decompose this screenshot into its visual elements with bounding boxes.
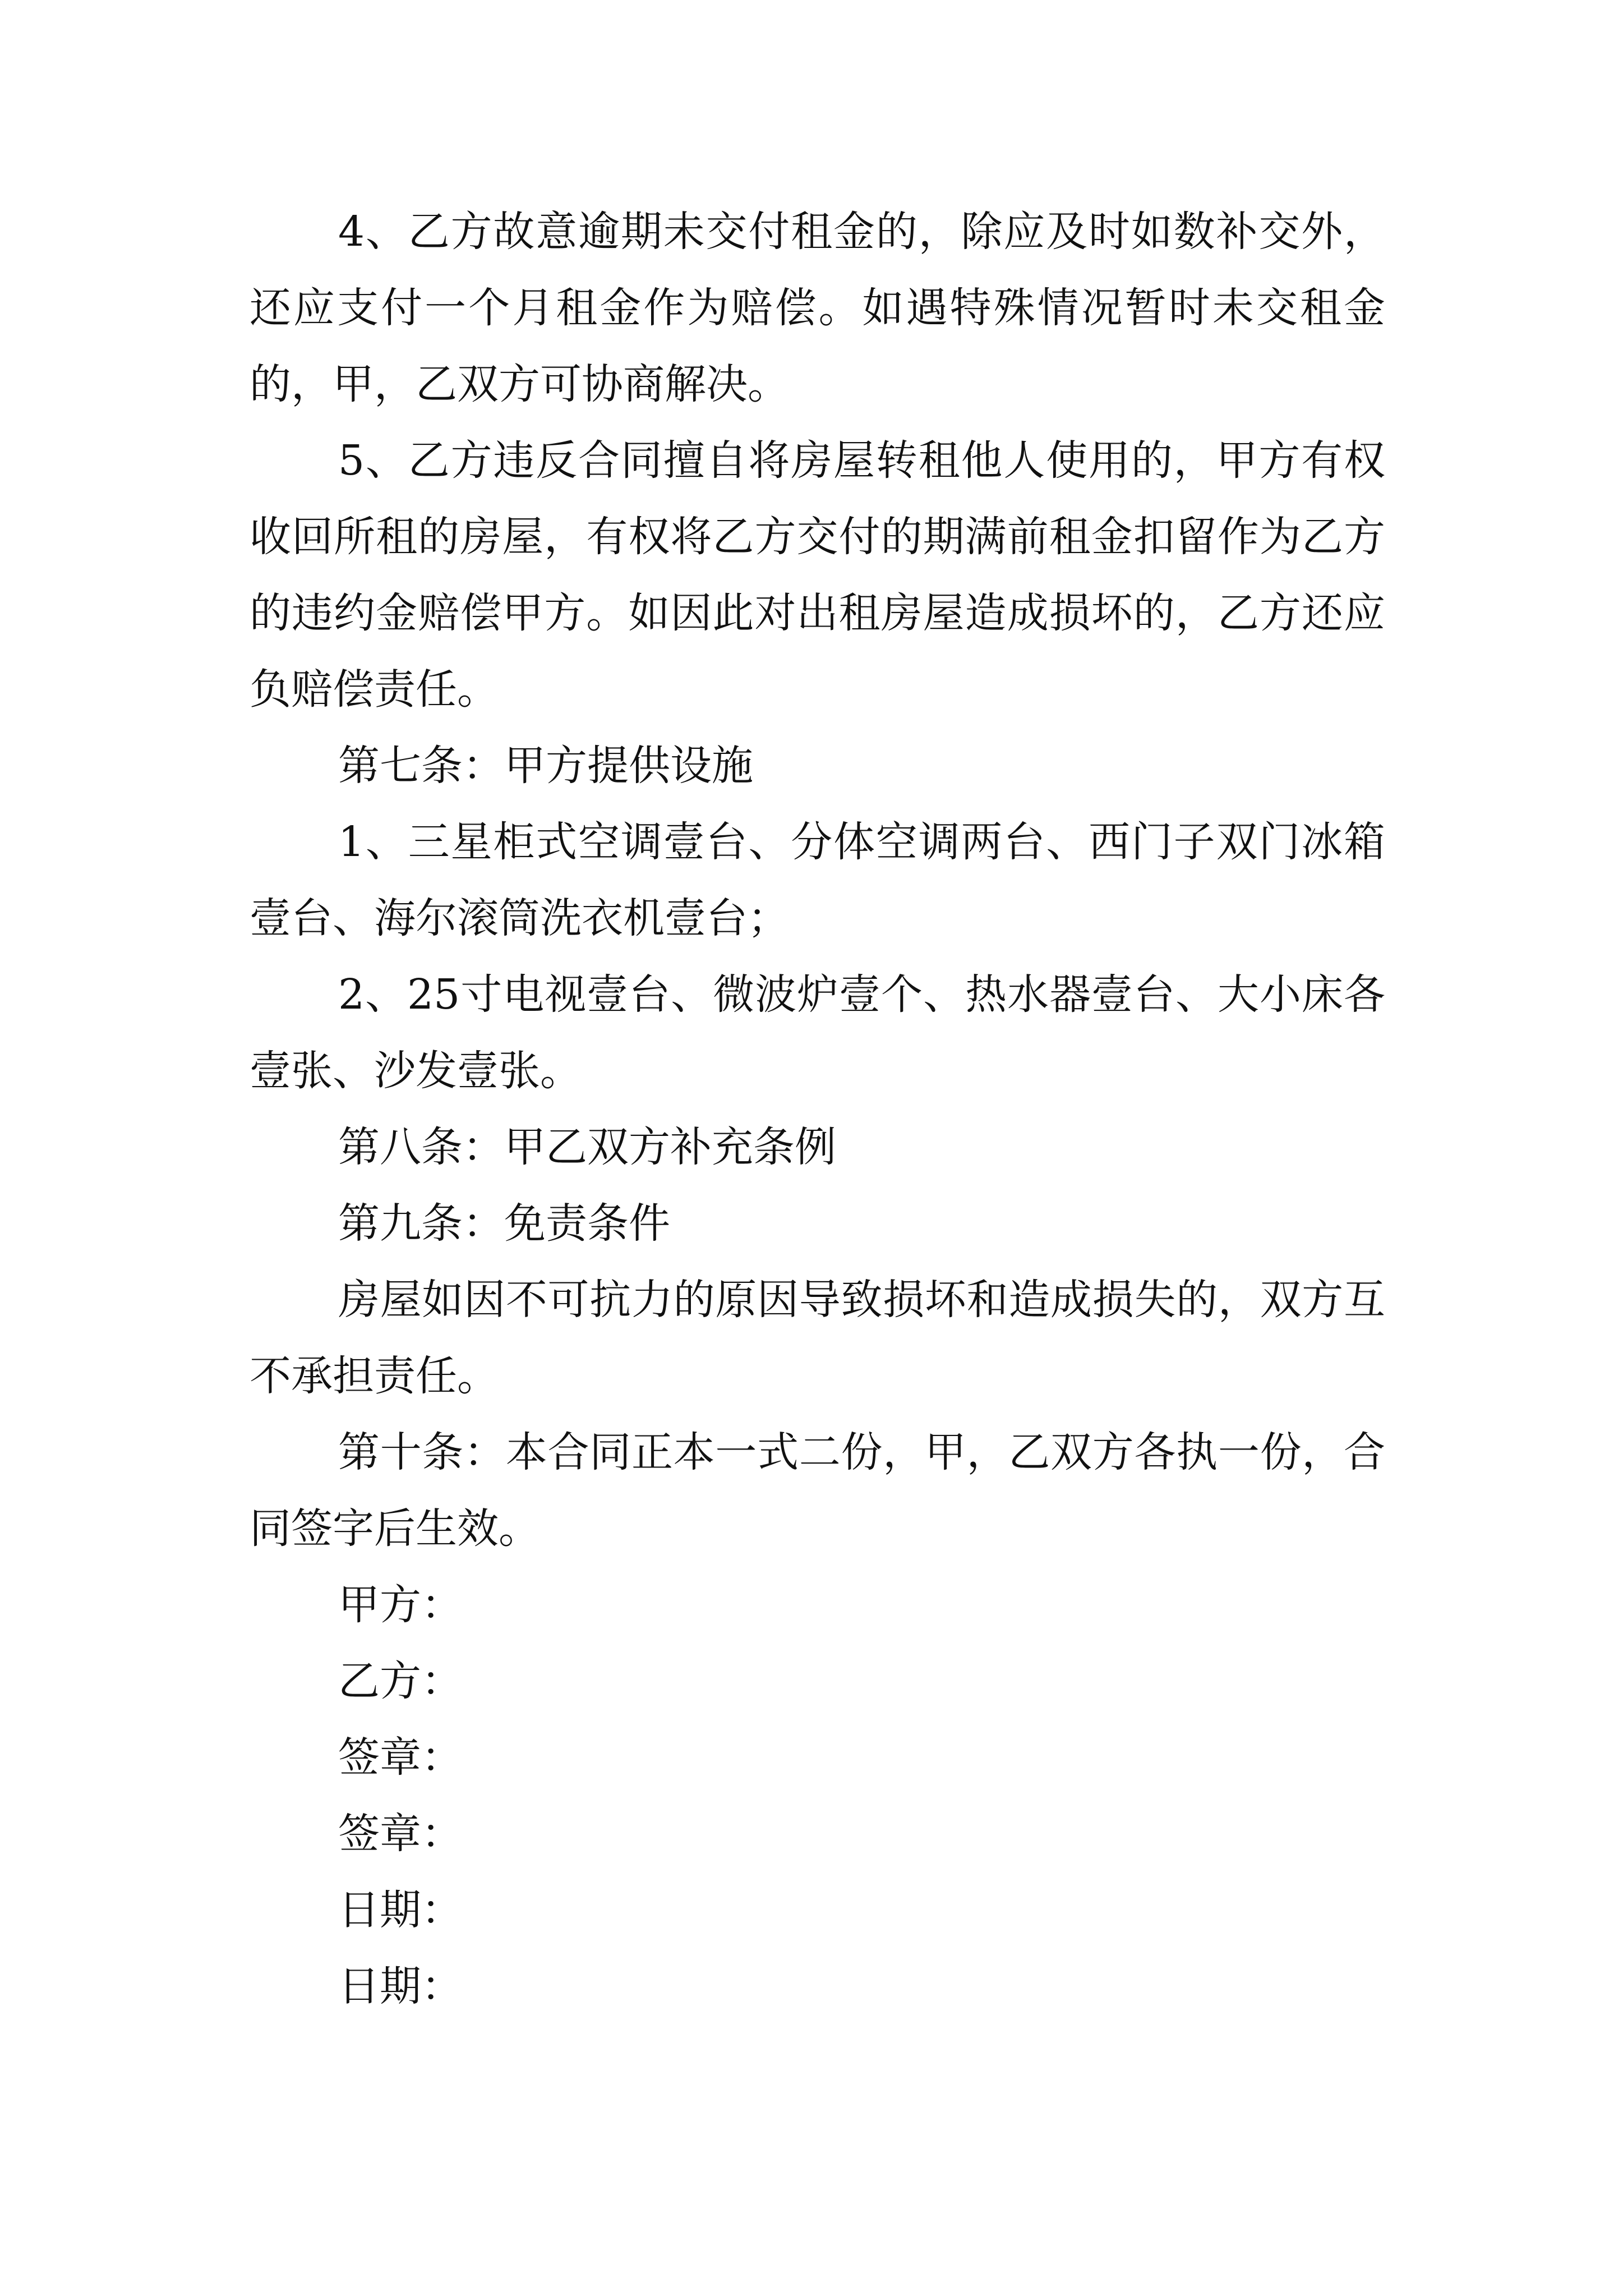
facilities-item-1: 1、三星柜式空调壹台、分体空调两台、西门子双门冰箱壹台、海尔滚筒洗衣机壹台； [250,818,1385,942]
party-a-label: 甲方： [338,1581,463,1629]
article-8-heading: 第八条：甲乙双方补充条例 [338,1123,836,1171]
clause-sublet-breach: 5、乙方违反合同擅自将房屋转租他人使用的，甲方有权收回所租的房屋，有权将乙方交付的期满前租金扣留作为乙方的违约金赔偿甲方。如因此对出租房屋造成损坏的，乙方还应负赔偿责任。 [250,436,1385,714]
article-7-heading: 第七条：甲方提供设施 [338,742,753,790]
party-b-label: 乙方： [338,1657,463,1705]
clause-late-rent: 4、乙方故意逾期未交付租金的，除应及时如数补交外，还应支付一个月租金作为赔偿。如遇特殊情况暂时未交租金的，甲，乙双方可协商解决。 [250,208,1385,408]
date-b-label: 日期： [338,1962,463,2010]
facilities-item-2: 2、25寸电视壹台、微波炉壹个、热水器壹台、大小床各壹张、沙发壹张。 [250,970,1385,1095]
article-10-clause: 第十条：本合同正本一式二份，甲，乙双方各执一份，合同签字后生效。 [250,1428,1385,1553]
article-9-heading: 第九条：免责条件 [338,1199,670,1248]
document-body [250,194,1385,2024]
force-majeure-clause: 房屋如因不可抗力的原因导致损坏和造成损失的，双方互不承担责任。 [250,1276,1385,1400]
seal-b-label: 签章： [338,1810,463,1858]
date-a-label: 日期： [338,1886,463,1934]
seal-a-label: 签章： [338,1733,463,1782]
